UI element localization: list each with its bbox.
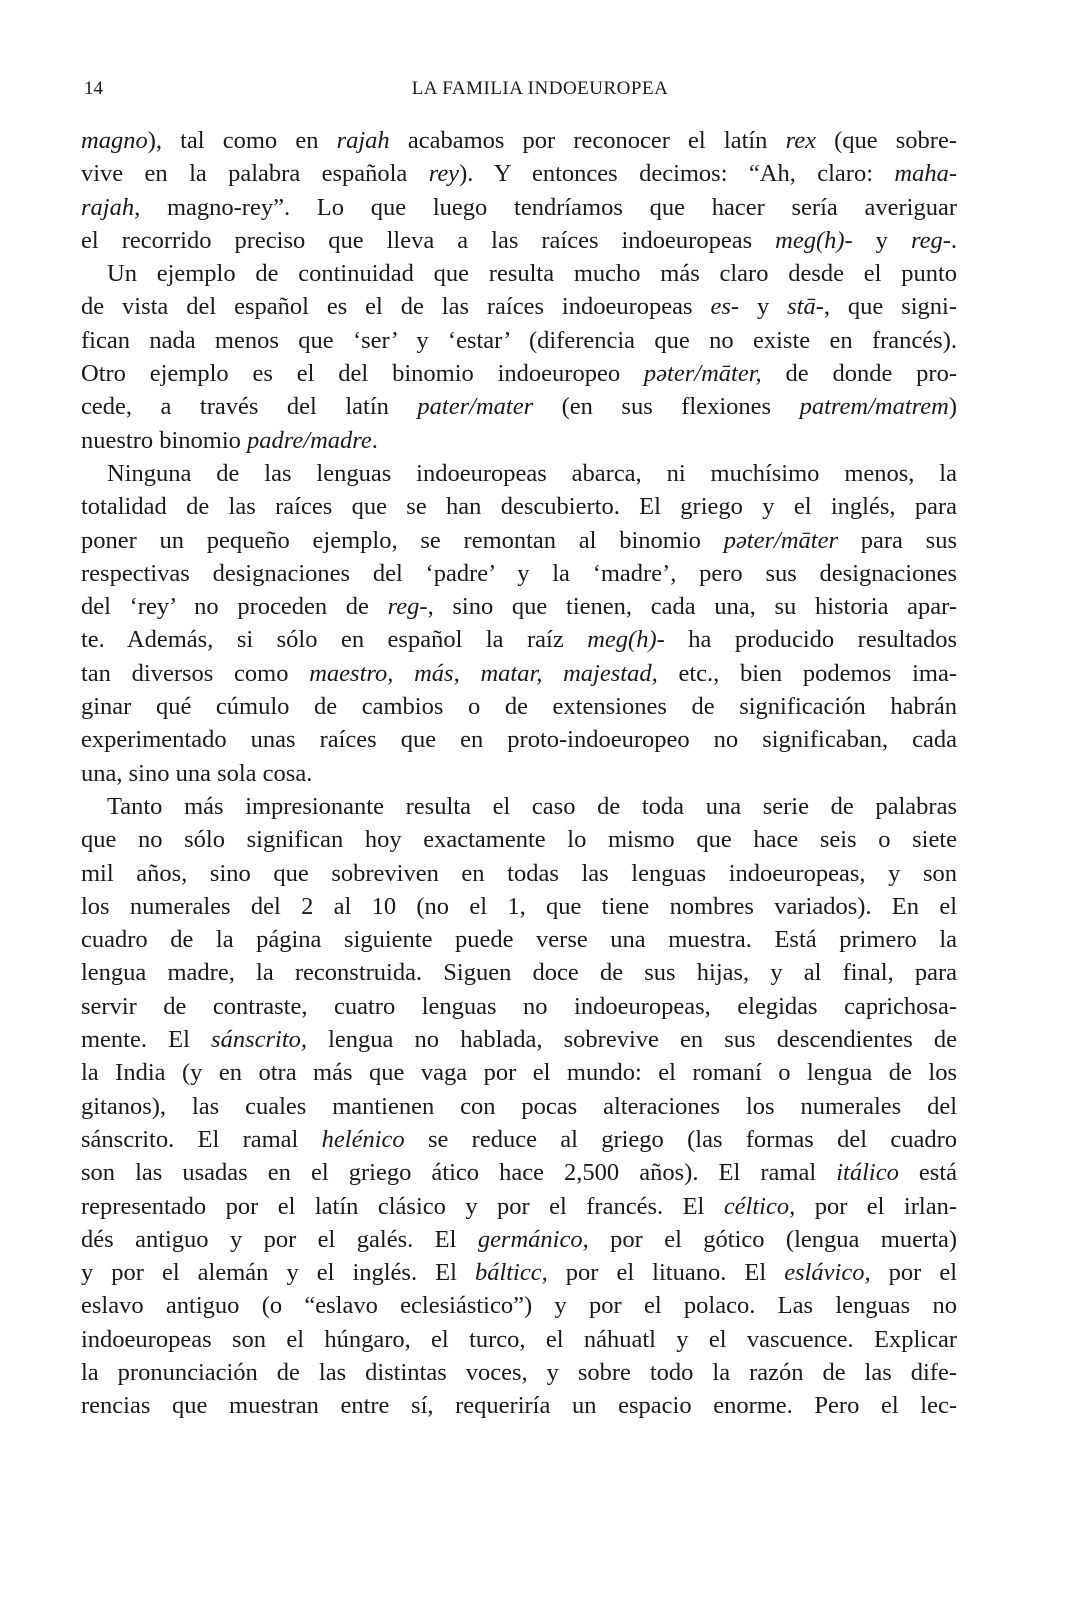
- text-line: [81, 457, 957, 490]
- text-run: ): [948, 393, 957, 421]
- text-line: [81, 424, 957, 457]
- text-line: [81, 324, 957, 357]
- italic-term: meg(h)-: [775, 226, 853, 254]
- text-run: por el: [870, 1259, 957, 1287]
- text-line: [81, 857, 957, 890]
- italic-term: patrem/matrem: [799, 393, 949, 421]
- text-run: mil años, sino que sobreviven en todas las lenguas indoeuropeas, y son: [81, 859, 957, 887]
- italic-term: maestro, más, matar, majestad,: [309, 659, 658, 687]
- text-run: magno-rey”. Lo que luego tendríamos que hacer sería averiguar: [140, 193, 957, 221]
- italic-term: helénico: [321, 1125, 405, 1153]
- text-line: [81, 990, 957, 1023]
- text-line: [81, 157, 957, 190]
- text-run: ginar qué cúmulo de cambios o de extensiones de significación habrán: [81, 693, 957, 721]
- text-run: Ninguna de las lenguas indoeuropeas abarca, ni muchísimo menos, la: [107, 459, 957, 487]
- text-run: fican nada menos que ‘ser’ y ‘estar’ (diferencia que no existe en francés).: [81, 326, 957, 354]
- italic-term: rajah: [336, 127, 390, 154]
- running-head: LA FAMILIA INDOEUROPEA: [411, 78, 669, 99]
- text-run: poner un pequeño ejemplo, se remontan al binomio: [81, 526, 724, 554]
- text-run: son las usadas en el griego ático hace 2,500 años). El ramal: [81, 1159, 837, 1187]
- text-line: [81, 1289, 957, 1322]
- text-run: Otro ejemplo es el del binomio indoeuropeo: [81, 360, 644, 388]
- text-line: [81, 290, 957, 323]
- text-run: por el gótico (lengua muerta): [588, 1225, 957, 1253]
- text-run: Un ejemplo de continuidad que resulta mucho más claro desde el punto: [107, 260, 957, 288]
- text-run: ). Y entonces decimos: “Ah, claro:: [459, 160, 895, 188]
- text-line: [81, 890, 957, 923]
- text-run: que no sólo significan hoy exactamente lo mismo que hace seis o siete: [81, 826, 957, 854]
- text-run: ), tal como en: [147, 127, 337, 154]
- text-run: .: [371, 426, 378, 454]
- text-line: [81, 1123, 957, 1156]
- text-run: mente. El: [81, 1026, 212, 1054]
- italic-term: meg(h)-: [587, 626, 665, 654]
- text-run: respectivas designaciones del ‘padre’ y la ‘madre’, pero sus designaciones: [81, 559, 957, 587]
- text-run: los numerales del 2 al 10 (no el 1, que tiene nombres variados). En el: [81, 892, 957, 920]
- text-run: sánscrito. El ramal: [81, 1125, 322, 1153]
- text-run: rencias que muestran entre sí, requeriría un espacio enorme. Pero el lec-: [81, 1392, 957, 1420]
- page-number: 14: [84, 78, 103, 99]
- italic-term: reg-: [387, 593, 428, 621]
- italic-term: magno: [81, 127, 148, 154]
- text-run: , sino que tienen, cada una, su historia apar-: [427, 593, 957, 621]
- text-run: te. Además, si sólo en español la raíz: [81, 626, 588, 654]
- text-run: .: [950, 226, 957, 254]
- text-line: [81, 1256, 957, 1289]
- italic-term: rey: [428, 160, 460, 188]
- text-run: de vista del español es el de las raíces indoeuropeas: [81, 293, 711, 321]
- text-run: para sus: [838, 526, 957, 554]
- text-line: [81, 1156, 957, 1189]
- text-line: [81, 490, 957, 523]
- text-run: de donde pro-: [761, 360, 957, 388]
- italic-term: pəter/māter: [723, 526, 838, 554]
- text-run: y por el alemán y el inglés. El: [81, 1259, 475, 1287]
- text-run: (en sus flexiones: [533, 393, 800, 421]
- text-run: nuestro binomio: [81, 426, 248, 454]
- italic-term: padre/madre: [247, 426, 372, 454]
- text-run: servir de contraste, cuatro lenguas no indoeuropeas, elegidas caprichosa-: [81, 992, 957, 1020]
- text-line: [81, 923, 957, 956]
- text-run: lengua madre, la reconstruida. Siguen doce de sus hijas, y al final, para: [81, 959, 957, 987]
- text-line: [81, 1389, 957, 1422]
- text-run: acabamos por reconocer el latín: [389, 127, 786, 154]
- text-run: del ‘rey’ no proceden de: [81, 593, 388, 621]
- text-run: lengua no hablada, sobrevive en sus descendientes de: [307, 1026, 958, 1054]
- text-line: [81, 390, 957, 423]
- text-line: [81, 823, 957, 856]
- text-run: por el irlan-: [795, 1192, 957, 1220]
- text-run: gitanos), las cuales mantienen con pocas alteraciones los numerales del: [81, 1092, 957, 1120]
- text-run: se reduce al griego (las formas del cuadro: [404, 1125, 957, 1153]
- body-text: [81, 124, 957, 1423]
- text-line: [81, 224, 957, 257]
- italic-term: pater/mater: [417, 393, 534, 421]
- italic-term: céltico,: [723, 1192, 796, 1220]
- text-line: [81, 1323, 957, 1356]
- text-run: y: [739, 293, 788, 321]
- text-line: [81, 590, 957, 623]
- text-run: Tanto más impresionante resulta el caso de toda una serie de palabras: [107, 792, 957, 820]
- text-run: ha producido resultados: [664, 626, 957, 654]
- text-run: cede, a través del latín: [81, 393, 418, 421]
- text-run: tan diversos como: [81, 659, 310, 687]
- text-line: [81, 1223, 957, 1256]
- text-run: vive en la palabra española: [81, 160, 429, 188]
- italic-term: sánscrito,: [211, 1026, 307, 1054]
- text-run: la pronunciación de las distintas voces, y sobre todo la razón de las dife-: [81, 1358, 957, 1386]
- text-line: [81, 1190, 957, 1223]
- text-line: [81, 257, 957, 290]
- text-run: está: [898, 1159, 957, 1187]
- text-run: totalidad de las raíces que se han descubierto. El griego y el inglés, para: [81, 493, 957, 521]
- text-line: [81, 357, 957, 390]
- text-run: representado por el latín clásico y por el francés. El: [81, 1192, 724, 1220]
- text-run: , que signi-: [823, 293, 958, 321]
- text-run: una, sino una sola cosa.: [81, 759, 313, 787]
- text-line: [81, 1056, 957, 1089]
- text-run: dés antiguo y por el galés. El: [81, 1225, 478, 1253]
- text-run: y: [852, 226, 911, 254]
- text-line: [81, 124, 957, 157]
- text-run: cuadro de la página siguiente puede verse una muestra. Está primero la: [81, 926, 957, 954]
- text-line: [81, 657, 957, 690]
- text-line: [81, 524, 957, 557]
- italic-term: stā-: [787, 293, 824, 321]
- italic-term: itálico: [836, 1159, 899, 1187]
- italic-term: germánico,: [477, 1225, 589, 1253]
- italic-term: rajah,: [81, 193, 141, 221]
- text-line: [81, 723, 957, 756]
- text-line: [81, 1023, 957, 1056]
- text-run: indoeuropeas son el húngaro, el turco, el náhuatl y el vascuence. Explicar: [81, 1325, 957, 1353]
- italic-term: bálticc,: [474, 1259, 548, 1287]
- text-line: [81, 191, 957, 224]
- text-line: [81, 757, 957, 790]
- text-run: el recorrido preciso que lleva a las raíces indoeuropeas: [81, 226, 776, 254]
- text-line: [81, 1090, 957, 1123]
- italic-term: eslávico,: [784, 1259, 871, 1287]
- italic-term: maha-: [894, 160, 957, 188]
- text-run: etc., bien podemos ima-: [657, 659, 957, 687]
- text-run: experimentado unas raíces que en proto-indoeuropeo no significaban, cada: [81, 726, 957, 754]
- italic-term: pəter/māter,: [643, 360, 762, 388]
- text-line: [81, 1356, 957, 1389]
- text-run: eslavo antiguo (o “eslavo eclesiástico”) y por el polaco. Las lenguas no: [81, 1292, 957, 1320]
- italic-term: es-: [710, 293, 740, 321]
- text-line: [81, 557, 957, 590]
- italic-term: reg-: [910, 226, 951, 254]
- text-line: [81, 790, 957, 823]
- text-run: la India (y en otra más que vaga por el mundo: el romaní o lengua de los: [81, 1059, 957, 1087]
- text-line: [81, 956, 957, 989]
- text-run: por el lituano. El: [547, 1259, 785, 1287]
- text-line: [81, 690, 957, 723]
- text-run: (que sobre-: [815, 127, 957, 154]
- text-line: [81, 623, 957, 656]
- italic-term: rex: [785, 127, 816, 154]
